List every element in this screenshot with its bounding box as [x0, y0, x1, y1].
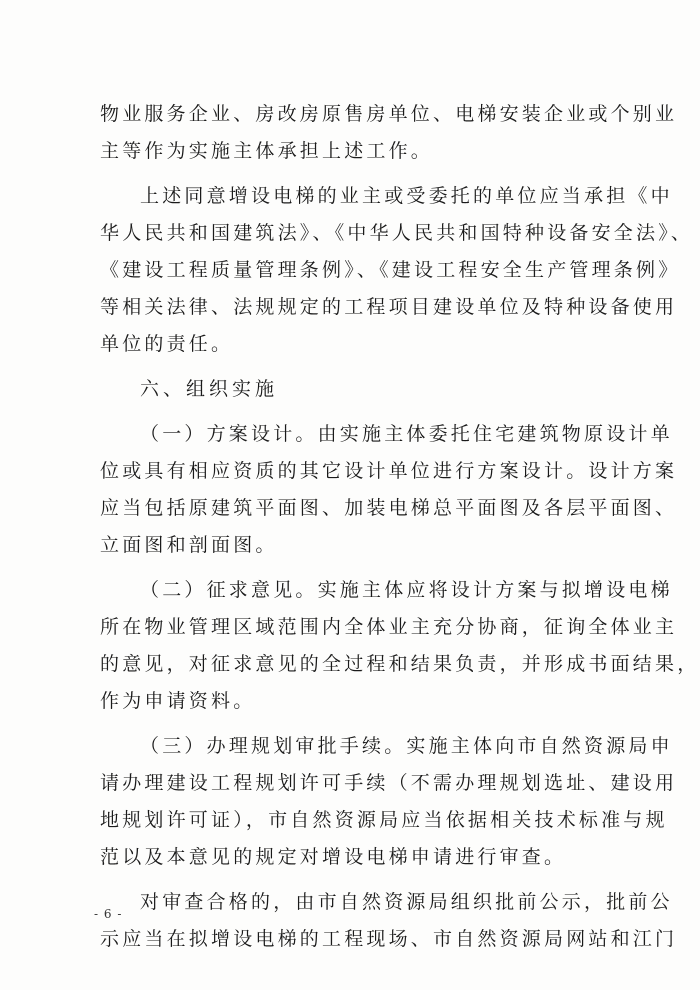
text-line: 物业服务企业、房改房原售房单位、电梯安装企业或个别业 — [100, 103, 678, 125]
text-line: 应当包括原建筑平面图、加装电梯总平面图及各层平面图、 — [100, 497, 678, 519]
text-line: 《建设工程质量管理条例》、《建设工程安全生产管理条例》 — [100, 259, 681, 281]
text-line: 范以及本意见的规定对增设电梯申请进行审查。 — [100, 846, 567, 868]
text-line: 地规划许可证），市自然资源局应当依据相关技术标准与规 — [100, 809, 668, 831]
text-line: （一）方案设计。由实施主体委托住宅建筑物原设计单 — [140, 423, 673, 445]
text-line: 等相关法律、法规规定的工程项目建设单位及特种设备使用 — [100, 296, 678, 318]
text-line: （二）征求意见。实施主体应将设计方案与拟增设电梯 — [140, 579, 673, 601]
text-line: 作为申请资料。 — [100, 690, 256, 712]
text-line: 主等作为实施主体承担上述工作。 — [100, 140, 434, 162]
text-line: （三）办理规划审批手续。实施主体向市自然资源局申 — [140, 735, 673, 757]
text-line: 单位的责任。 — [100, 333, 234, 355]
page-number: - 6 - — [94, 907, 123, 921]
text-line: 对审查合格的，由市自然资源局组织批前公示，批前公 — [140, 891, 673, 913]
body-text — [100, 96, 700, 958]
section-heading: 六、组织实施 — [140, 378, 279, 400]
text-line: 示应当在拟增设电梯的工程现场、市自然资源局网站和江门 — [100, 928, 678, 950]
text-line: 上述同意增设电梯的业主或受委托的单位应当承担《中 — [140, 185, 673, 207]
text-line: 立面图和剖面图。 — [100, 534, 278, 556]
text-line: 请办理建设工程规划许可手续（不需办理规划选址、建设用 — [100, 772, 678, 794]
text-line: 华人民共和国建筑法》、《中华人民共和国特种设备安全法》、 — [100, 222, 694, 244]
text-line: 位或具有相应资质的其它设计单位进行方案设计。设计方案 — [100, 460, 678, 482]
text-line: 的意见，对征求意见的全过程和结果负责，并形成书面结果， — [100, 653, 700, 675]
text-line: 所在物业管理区域范围内全体业主充分协商，征询全体业主 — [100, 616, 678, 638]
